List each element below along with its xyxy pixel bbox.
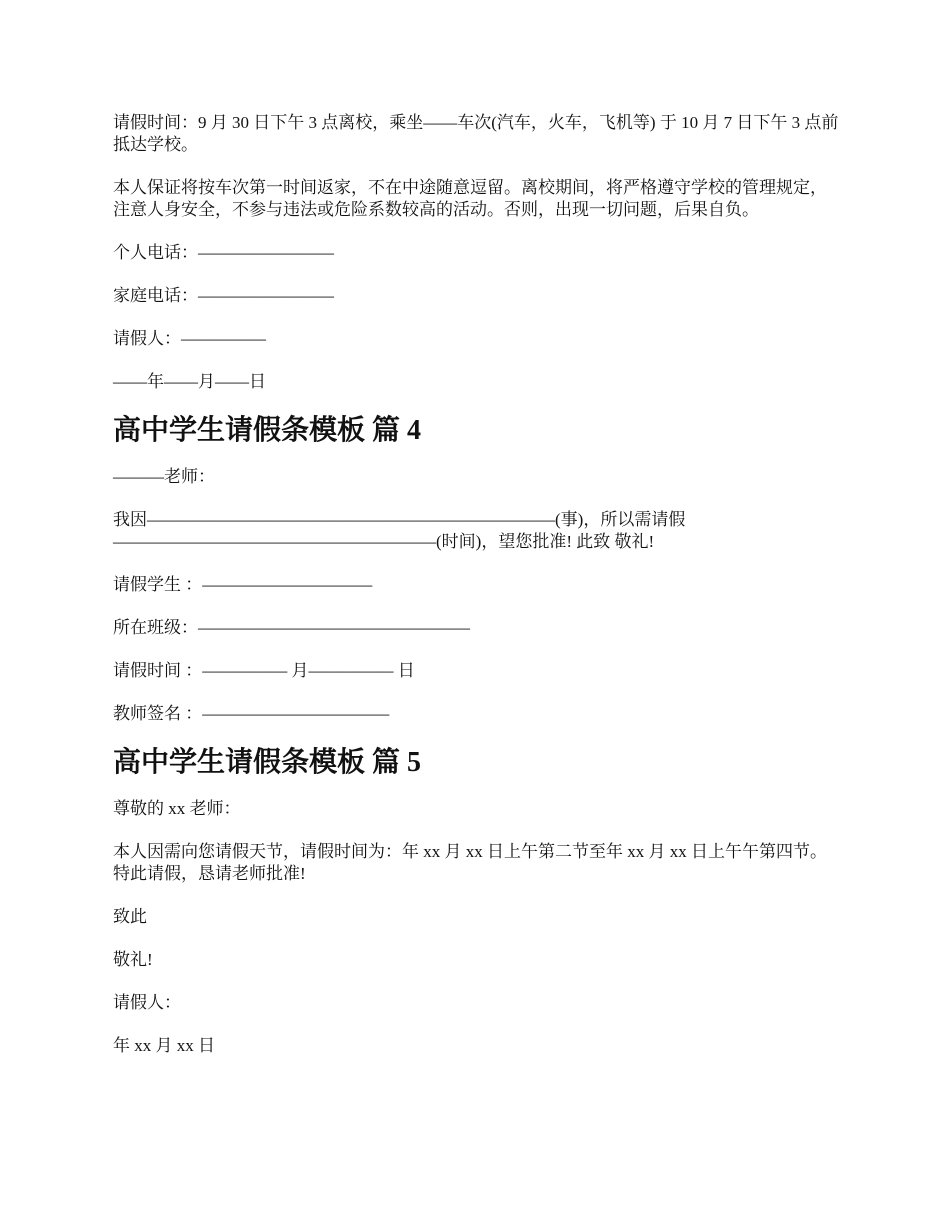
- body-paragraph: 本人因需向您请假天节，请假时间为：年 xx 月 xx 日上午第二节至年 xx 月 xx 日上午午第四节。特此请假，恳请老师批准!: [113, 842, 827, 883]
- section-3-tail: [113, 112, 839, 393]
- section-5-heading: 高中学生请假条模板 篇 5: [113, 747, 422, 778]
- applicant-line: 请假人：: [113, 993, 181, 1012]
- teacher-signature-line: 教师签名 ：———————————: [113, 704, 390, 723]
- document-page: [113, 112, 839, 1078]
- personal-phone-line: 个人电话：————————: [113, 243, 334, 262]
- section-5: [113, 746, 839, 1057]
- reason-paragraph: 我因————————————————————————(事)，所以需请假———————————————————(时间)，望您批准! 此致 敬礼!: [113, 510, 686, 551]
- student-line: 请假学生 ：——————————: [113, 575, 373, 594]
- class-line: 所在班级：————————————————: [113, 618, 470, 637]
- closing-line: 致此: [113, 907, 147, 926]
- guarantee-paragraph: 本人保证将按车次第一时间返家，不在中途随意逗留。离校期间，将严格遵守学校的管理规定，注意人身安全，不参与违法或危险系数较高的活动。否则，出现一切问题，后果自负。: [113, 178, 827, 219]
- date-line: 年 xx 月 xx 日: [113, 1036, 215, 1055]
- regards-line: 敬礼!: [113, 950, 153, 969]
- family-phone-line: 家庭电话：————————: [113, 286, 334, 305]
- leave-date-line: 请假时间 ：————— 月————— 日: [113, 661, 415, 680]
- leave-time-paragraph: 请假时间：9 月 30 日下午 3 点离校，乘坐——车次(汽车，火车，飞机等) 于 10 月 7 日下午 3 点前抵达学校。: [113, 113, 839, 154]
- teacher-salutation: ———老师：: [113, 467, 215, 486]
- date-line: ——年——月——日: [113, 372, 266, 391]
- applicant-line: 请假人：—————: [113, 329, 266, 348]
- section-4: [113, 414, 839, 725]
- section-4-heading: 高中学生请假条模板 篇 4: [113, 415, 422, 446]
- salutation: 尊敬的 xx 老师：: [113, 799, 241, 818]
